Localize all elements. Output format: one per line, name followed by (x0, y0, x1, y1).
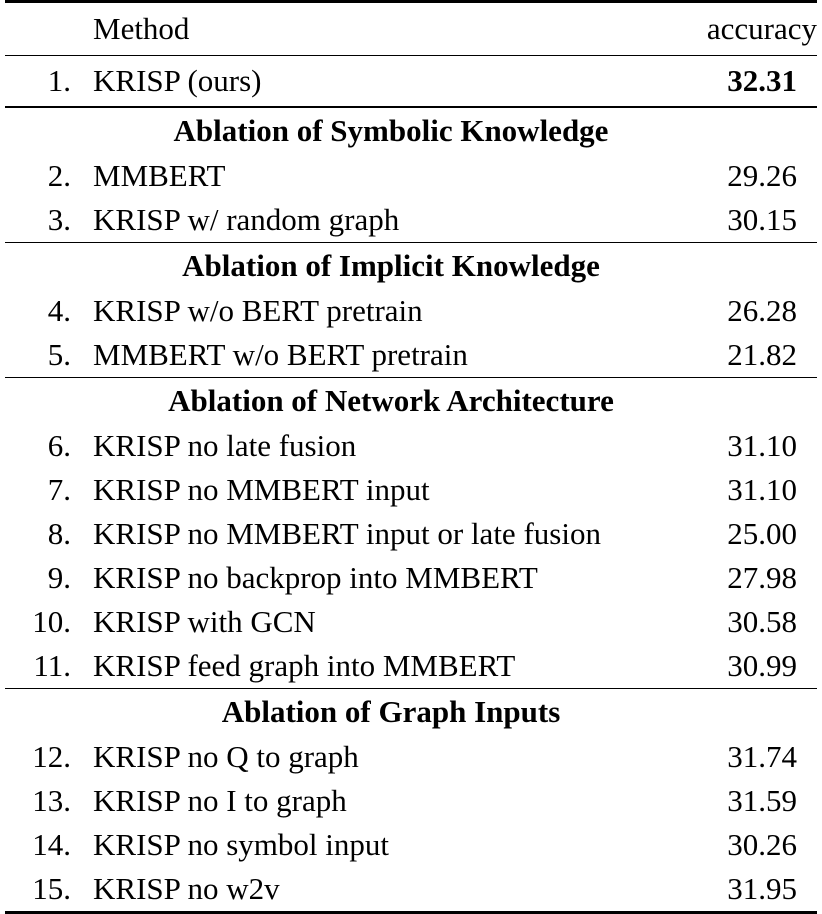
section-heading-row (5, 689, 817, 735)
row-accuracy-value: 21.82 (685, 333, 817, 378)
ablation-results-table (5, 0, 817, 914)
row-number: 6. (5, 424, 85, 468)
row-accuracy-value: 31.10 (685, 468, 817, 512)
row-number: 4. (5, 289, 85, 333)
column-header-method: Method (85, 3, 685, 56)
row-accuracy-value: 30.58 (685, 600, 817, 644)
row-accuracy-value: 31.59 (685, 779, 817, 823)
table-row (5, 468, 817, 512)
row-method-name: KRISP no MMBERT input (85, 468, 685, 512)
row-accuracy-value: 30.99 (685, 644, 817, 689)
column-header-accuracy: accuracy (685, 3, 817, 56)
section-heading-row (5, 378, 817, 424)
table-row (5, 333, 817, 378)
row-method-name: KRISP no symbol input (85, 823, 685, 867)
row-method-name: MMBERT (85, 154, 685, 198)
row-number: 2. (5, 154, 85, 198)
table-row (5, 512, 817, 556)
row-method-name: KRISP no backprop into MMBERT (85, 556, 685, 600)
row-accuracy-value: 25.00 (685, 512, 817, 556)
row-number: 5. (5, 333, 85, 378)
table-row (5, 198, 817, 243)
table-row (5, 56, 817, 107)
row-number: 9. (5, 556, 85, 600)
section-heading-row (5, 108, 817, 154)
row-method-name: KRISP w/ random graph (85, 198, 685, 243)
table-row (5, 867, 817, 913)
section-heading-label: Ablation of Graph Inputs (5, 689, 817, 735)
section-heading-label: Ablation of Network Architecture (5, 378, 817, 424)
row-accuracy-value: 31.74 (685, 735, 817, 779)
row-number: 7. (5, 468, 85, 512)
table-row (5, 600, 817, 644)
row-accuracy-value: 29.26 (685, 154, 817, 198)
row-method-name: KRISP no Q to graph (85, 735, 685, 779)
section-heading-label: Ablation of Symbolic Knowledge (5, 108, 817, 154)
row-number: 15. (5, 867, 85, 913)
row-method-name: KRISP no w2v (85, 867, 685, 913)
row-accuracy-value: 30.15 (685, 198, 817, 243)
row-method-name: MMBERT w/o BERT pretrain (85, 333, 685, 378)
row-method-name: KRISP feed graph into MMBERT (85, 644, 685, 689)
table-row (5, 154, 817, 198)
row-method-name: KRISP w/o BERT pretrain (85, 289, 685, 333)
row-accuracy-value: 32.31 (685, 56, 817, 107)
table-row (5, 735, 817, 779)
section-heading-label: Ablation of Implicit Knowledge (5, 243, 817, 289)
table-header-row (5, 3, 817, 56)
row-number: 1. (5, 56, 85, 107)
table-row (5, 556, 817, 600)
row-method-name: KRISP with GCN (85, 600, 685, 644)
row-number: 13. (5, 779, 85, 823)
table-row (5, 424, 817, 468)
row-number: 10. (5, 600, 85, 644)
table-body (5, 2, 817, 914)
table-row (5, 823, 817, 867)
row-accuracy-value: 26.28 (685, 289, 817, 333)
row-number: 12. (5, 735, 85, 779)
section-heading-row (5, 243, 817, 289)
row-number: 8. (5, 512, 85, 556)
table-row (5, 644, 817, 689)
row-method-name: KRISP (ours) (85, 56, 685, 107)
row-accuracy-value: 31.10 (685, 424, 817, 468)
row-accuracy-value: 30.26 (685, 823, 817, 867)
row-number: 11. (5, 644, 85, 689)
table-row (5, 289, 817, 333)
row-method-name: KRISP no late fusion (85, 424, 685, 468)
row-method-name: KRISP no MMBERT input or late fusion (85, 512, 685, 556)
row-method-name: KRISP no I to graph (85, 779, 685, 823)
table-row (5, 779, 817, 823)
row-accuracy-value: 31.95 (685, 867, 817, 913)
column-header-number (5, 3, 85, 56)
row-number: 3. (5, 198, 85, 243)
row-number: 14. (5, 823, 85, 867)
row-accuracy-value: 27.98 (685, 556, 817, 600)
